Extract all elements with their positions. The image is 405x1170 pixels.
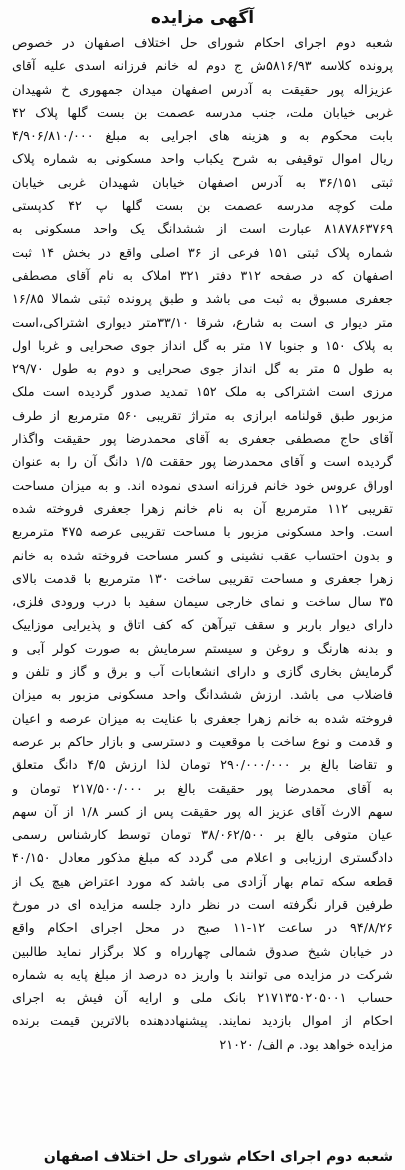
notice-line: مزبور طبق قولنامه ابرازی به متراژ تقریبی ۵۶۰ مترمربع از طرف xyxy=(12,408,393,424)
notice-line: ثبتی ۳۶/۱۵۱ به آدرس اصفهان خیابان شهیدان غربی خیابان xyxy=(12,175,393,191)
notice-line: و بدنه هارنگ و روغن و سیستم سرمایش به صورت کولر آبی و xyxy=(12,641,393,657)
notice-line: بابت محکوم به و هزینه های اجرایی به مبلغ ۴/۹۰۶/۸۱۰/۰۰۰ xyxy=(12,129,393,145)
notice-line: به آقای محمدرضا پور حقیقت بالغ بر ۲۱۷/۵۰۰/۰۰۰ تومان و xyxy=(12,781,393,797)
notice-line: ۸۱۸۷۸۶۳۷۶۹ عبارت است از ششدانگ یک واحد مسکونی به xyxy=(12,222,393,238)
notice-line: و بدون احتساب عقب نشینی و کسر مساحت فروخته شده به خانم xyxy=(12,548,393,564)
notice-line: پرونده کلاسه ۵۸۱۶/۹۳ش ج دوم له خانم فرزانه اسدی علیه آقای xyxy=(12,59,393,75)
notice-line: دارای دیوار باربر و سقف تیرآهن که کف اتاق و پذیرایی موزاییک xyxy=(12,618,393,634)
notice-line: شماره پلاک ثبتی ۱۵۱ فرعی از ۳۶ اصلی واقع در بخش ۱۴ ثبت xyxy=(12,245,393,261)
notice-line: طرفین قرار نگرفته است در نظر دارد جلسه مزایده ای در مورخ xyxy=(12,897,393,913)
notice-line: دادگستری ارزیابی و اعلام می گردد که مبلغ مذکور معادل ۴۰/۱۵۰ xyxy=(12,851,393,867)
notice-line: مزایده خواهد بود. م الف/ ۲۱۰۲۰ xyxy=(219,1037,393,1053)
notice-line: تقریبی ۱۱۲ مترمربع آن به نام خانم زهرا جعفری فروخته شده xyxy=(12,501,393,517)
notice-line: به پلاک ۱۵۰ و جنوبا ۱۷ متر به گل انداز جوی صحرایی و غربا اول xyxy=(12,338,393,354)
notice-line: قطعه سکه تمام بهار آزادی می باشد که مورد اعتراض هیچ یک از xyxy=(12,874,393,890)
notice-line: در خیابان شیخ صدوق شمالی چهارراه و کلا برگزار نماید طالبین xyxy=(12,944,393,960)
notice-line: شرکت در مزایده می توانند با واریز ده درصد از مبلغ پایه به شماره xyxy=(12,967,393,983)
notice-line: اصفهان که در صفحه ۳۱۲ دفتر ۳۲۱ املاک به نام آقای مصطفی xyxy=(12,268,393,284)
notice-line: گردیده است و آقای محمدرضا پور حققت ۱/۵ دانگ آن را به عنوان xyxy=(12,455,393,471)
notice-footer: شعبه دوم اجرای احکام شورای حل اختلاف اصفهان xyxy=(43,1149,393,1165)
notice-line: شعبه دوم اجرای احکام شورای حل اختلاف اصفهان در خصوص xyxy=(12,36,393,51)
notice-line: گرمایش بخاری گازی و دارای انشعابات آب و برق و گاز و تلفن و xyxy=(12,665,393,681)
notice-line: حساب ۲۱۷۱۳۵۰۲۰۵۰۰۱ بانک ملی و ارایه آن فیش به اجرای xyxy=(12,991,393,1007)
notice-line: و قدمت و نوع ساخت با موقعیت و دسترسی و بازار حاکم بر عرصه xyxy=(12,734,393,750)
notice-line: عیان متوفی بالغ بر ۳۸/۰۶۲/۵۰۰ تومان توسط کارشناس رسمی xyxy=(12,828,393,844)
notice-body xyxy=(12,32,393,1057)
notice-line: اوراق عروس خود خانم فرزانه اسدی نموده اند. و به میزان مساحت xyxy=(12,478,393,494)
notice-line: سهم الارث آقای عزیز اله پور حقیقت پس از کسر ۱/۸ از آن سهم xyxy=(12,804,393,820)
notice-line: عزیزاله پور حقیقت به آدرس اصفهان میدان جمهوری خ شهیدان xyxy=(12,82,393,98)
notice-line: متر دیوار ی است به شارع، شرقا ۳۳/۱۰متر دیواری اشتراکی،است xyxy=(12,315,393,331)
notice-line: احکام از اموال بازدید نمایند. پیشنهاددهنده بالاترین قیمت برنده xyxy=(12,1014,393,1030)
notice-line: ریال اموال توقیفی به شرح یکباب واحد مسکونی به شماره پلاک xyxy=(12,152,393,168)
notice-line: ۳۵ سال ساخت و نمای خارجی سیمان سفید با درب ورودی فلزی، xyxy=(12,595,393,611)
notice-line: جعفری مسبوق به ثبت می باشد و طبق پرونده ثبتی شمالا ۱۶/۸۵ xyxy=(12,292,393,308)
notice-line: و تقاضا بالغ بر ۲۹۰/۰۰۰/۰۰۰ تومان لذا ارزش ۴/۵ دانگ متعلق xyxy=(12,758,393,774)
notice-line: فروخته شده به خانم زهرا جعفری با عنایت به میزان عرصه و اعیان xyxy=(12,711,393,727)
notice-line: ملت کوچه مدرسه عصمت بن بست گلها پ ۴۲ کدپستی xyxy=(12,199,393,215)
notice-line: زهرا جعفری و مساحت تقریبی ساخت ۱۳۰ مترمربع با قدمت بالای xyxy=(12,571,393,587)
notice-line: ۹۴/۸/۲۶ در ساعت ۱۲-۱۱ صبح در محل اجرای احکام واقع xyxy=(12,921,393,937)
notice-line: فاضلاب می باشد. ارزش ششدانگ واحد مسکونی مزبور به میزان xyxy=(12,688,393,704)
notice-line: است. واحد مسکونی مزبور با مساحت تقریبی عرصه ۴۷۵ مترمربع xyxy=(12,525,393,541)
notice-title: آگهی مزایده xyxy=(150,8,255,28)
notice-line: به طول ۵ متر به گل انداز جوی صحرایی و دوم به طول ۲۹/۷۰ xyxy=(12,362,393,378)
notice-line: غربی خیابان ملت، جنب مدرسه عصمت بن بست گلها پلاک ۴۲ xyxy=(12,105,393,121)
notice-line: آقای حاج مصطفی جعفری به آقای محمدرضا پور حقیقت واگذار xyxy=(12,432,393,448)
notice-line: مرزی است اشتراکی به ملک ۱۵۲ تمدید صدور گردیده است ملک xyxy=(12,385,393,401)
